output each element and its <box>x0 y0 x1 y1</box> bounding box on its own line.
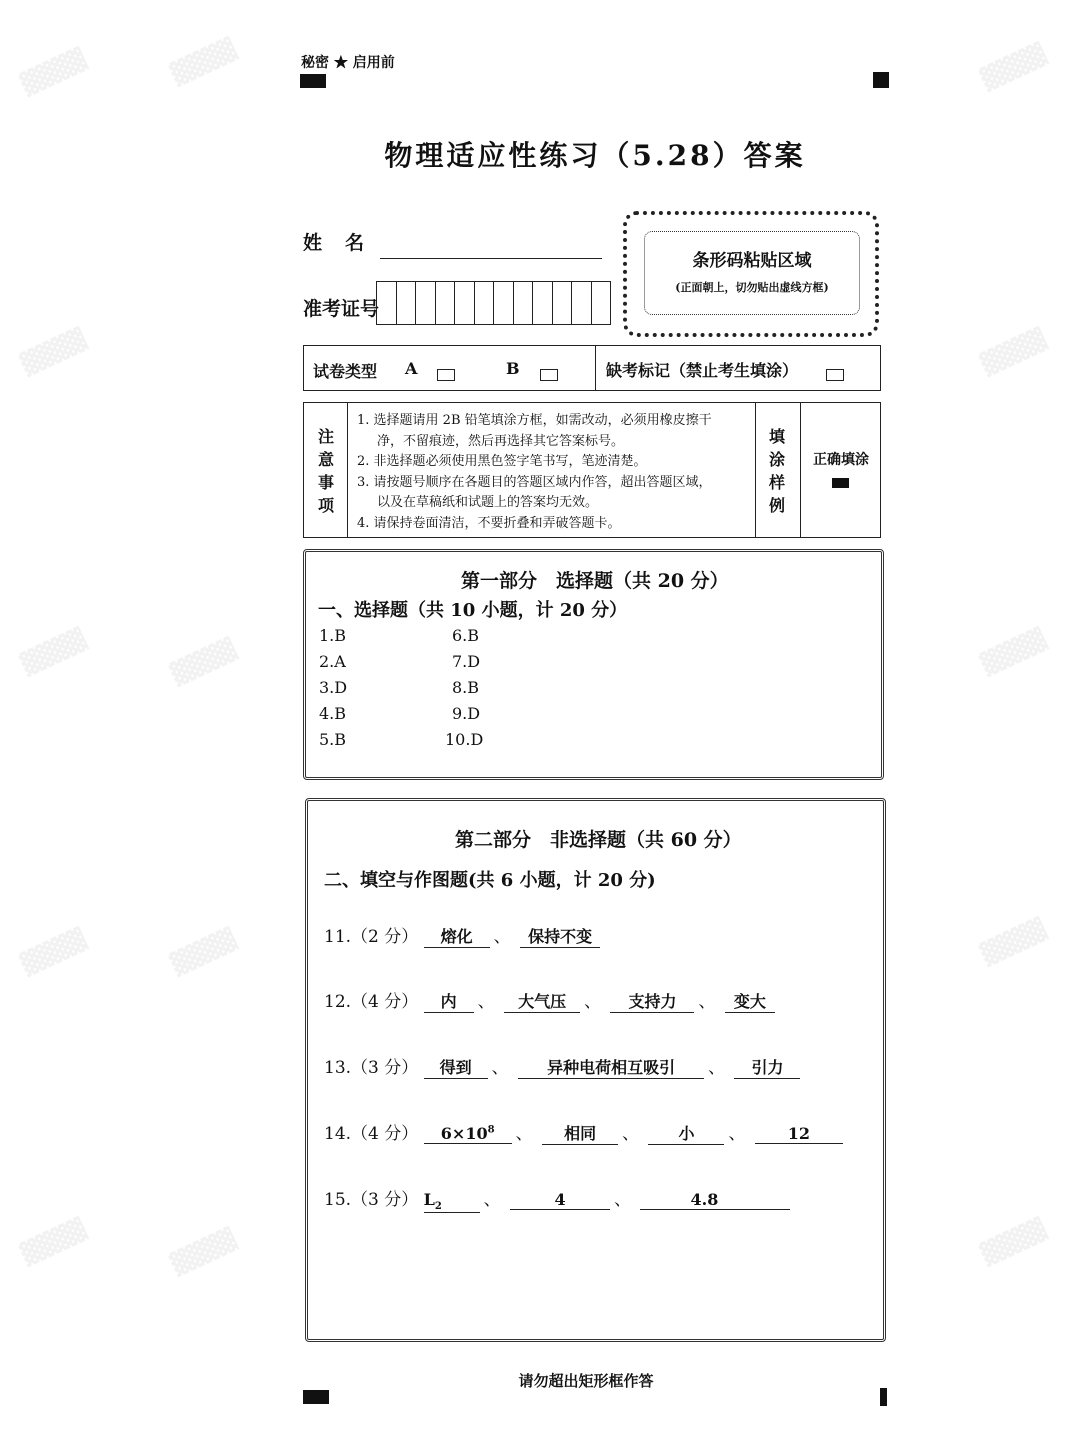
answer-10: 10.D <box>445 730 484 749</box>
name-field[interactable] <box>380 258 602 259</box>
id-digit-cell[interactable] <box>416 282 436 324</box>
id-digit-cell[interactable] <box>572 282 592 324</box>
registration-mark-bottom-right <box>880 1388 887 1406</box>
option-b-checkbox[interactable] <box>540 364 558 383</box>
notice-line: 1. 选择题请用 2B 铅笔填涂方框，如需改动，必须用橡皮擦干 <box>357 413 712 428</box>
q11-answer-1: 熔化 <box>424 924 490 948</box>
q12-answer-3: 支持力 <box>610 989 694 1013</box>
q13-answer-3: 引力 <box>734 1055 800 1079</box>
answer-2: 2.A <box>319 652 346 671</box>
id-digit-cell[interactable] <box>455 282 475 324</box>
q14-answer-1: $6\times 10^8$ <box>424 1124 512 1144</box>
paper-type-label: 试卷类型 <box>313 362 378 381</box>
notices-label: 注 意 事 项 <box>317 427 334 515</box>
q11-answer-2: 保持不变 <box>520 924 600 948</box>
notice-line: 2. 非选择题必须使用黑色签字笔书写，笔迹清楚。 <box>357 454 647 470</box>
answer-1: 1.B <box>319 626 347 645</box>
part1-subtitle: 一、选择题（共 10 小题，计 20 分） <box>318 600 628 621</box>
part2-subtitle: 二、填空与作图题(共 6 小题，计 20 分) <box>324 870 656 891</box>
part2-title: 第二部分 非选择题（共 60 分） <box>455 829 742 851</box>
secret-label: 秘密 ★ 启用前 <box>301 55 395 71</box>
q12-answer-2: 大气压 <box>504 989 580 1013</box>
option-b-label: B <box>506 359 520 378</box>
barcode-title: 条形码粘贴区域 <box>692 251 812 271</box>
answer-8: 8.B <box>452 678 480 697</box>
id-digit-cell[interactable] <box>553 282 573 324</box>
absent-mark-checkbox[interactable] <box>826 364 844 383</box>
option-a-checkbox[interactable] <box>437 364 455 383</box>
question-15: 15.（3 分） $L_2$ 、 4 、 4.8 <box>324 1185 790 1213</box>
notices-divider-3 <box>800 402 801 538</box>
correct-fill-sample <box>832 478 849 488</box>
paper-type-divider <box>595 345 596 391</box>
registration-mark-top-left <box>300 74 326 88</box>
barcode-note: (正面朝上，切勿贴出虚线方框) <box>675 281 829 294</box>
id-digit-cell[interactable] <box>533 282 553 324</box>
answer-3: 3.D <box>319 678 348 697</box>
q15-answer-2: 4 <box>510 1190 610 1210</box>
answer-9: 9.D <box>452 704 481 723</box>
q15-answer-3: 4.8 <box>640 1190 790 1210</box>
id-digit-cell[interactable] <box>514 282 534 324</box>
answer-6: 6.B <box>452 626 480 645</box>
id-digit-cell[interactable] <box>475 282 495 324</box>
sample-label: 填 涂 样 例 <box>768 427 785 515</box>
question-12: 12.（4 分） 内 、 大气压 、 支持力 、 变大 <box>324 987 775 1013</box>
q13-answer-2: 异种电荷相互吸引 <box>518 1055 704 1079</box>
q12-answer-4: 变大 <box>725 989 775 1013</box>
question-13: 13.（3 分） 得到 、 异种电荷相互吸引 、 引力 <box>324 1053 800 1079</box>
notices-divider-1 <box>347 402 348 538</box>
q14-answer-4: 12 <box>755 1124 843 1144</box>
correct-fill-label: 正确填涂 <box>813 452 869 468</box>
registration-mark-bottom-left <box>303 1390 329 1404</box>
id-digit-cell[interactable] <box>377 282 397 324</box>
id-digit-cell[interactable] <box>592 282 611 324</box>
id-digit-cell[interactable] <box>494 282 514 324</box>
barcode-area <box>644 231 860 315</box>
notice-line: 净，不留痕迹，然后再选择其它答案标号。 <box>377 433 625 449</box>
answer-7: 7.D <box>452 652 481 671</box>
absent-mark-label: 缺考标记（禁止考生填涂） <box>606 361 799 380</box>
q13-answer-1: 得到 <box>424 1055 488 1079</box>
notice-line: 以及在草稿纸和试题上的答案均无效。 <box>377 495 599 511</box>
notice-line: 4. 请保持卷面清洁，不要折叠和弄破答题卡。 <box>357 515 621 531</box>
q14-answer-3: 小 <box>648 1121 724 1145</box>
question-14: 14.（4 分） $6\times 10^8$ 、 相同 、 小 、 12 <box>324 1119 843 1145</box>
question-11: 11.（2 分） 熔化 、 保持不变 <box>324 922 600 948</box>
answer-4: 4.B <box>319 704 347 723</box>
answer-5: 5.B <box>319 730 347 749</box>
notices-divider-2 <box>755 402 756 538</box>
registration-mark-top-right <box>873 72 889 88</box>
id-digit-cell[interactable] <box>436 282 456 324</box>
q12-answer-1: 内 <box>424 989 474 1013</box>
id-label: 准考证号 <box>303 298 380 320</box>
footer-note: 请勿超出矩形框作答 <box>518 1372 654 1390</box>
id-digit-cell[interactable] <box>397 282 417 324</box>
notices-list <box>357 411 749 535</box>
q14-answer-2: 相同 <box>542 1121 618 1145</box>
option-a-label: A <box>405 359 418 378</box>
name-label: 姓 名 <box>303 232 367 254</box>
part1-title: 第一部分 选择题（共 20 分） <box>461 570 729 592</box>
page-title: 物理适应性练习（5.28）答案 <box>384 139 806 172</box>
notice-line: 3. 请按题号顺序在各题目的答题区域内作答，超出答题区域， <box>357 474 712 490</box>
id-number-grid[interactable] <box>376 281 611 325</box>
q15-answer-1: $L_2$ <box>424 1190 480 1213</box>
